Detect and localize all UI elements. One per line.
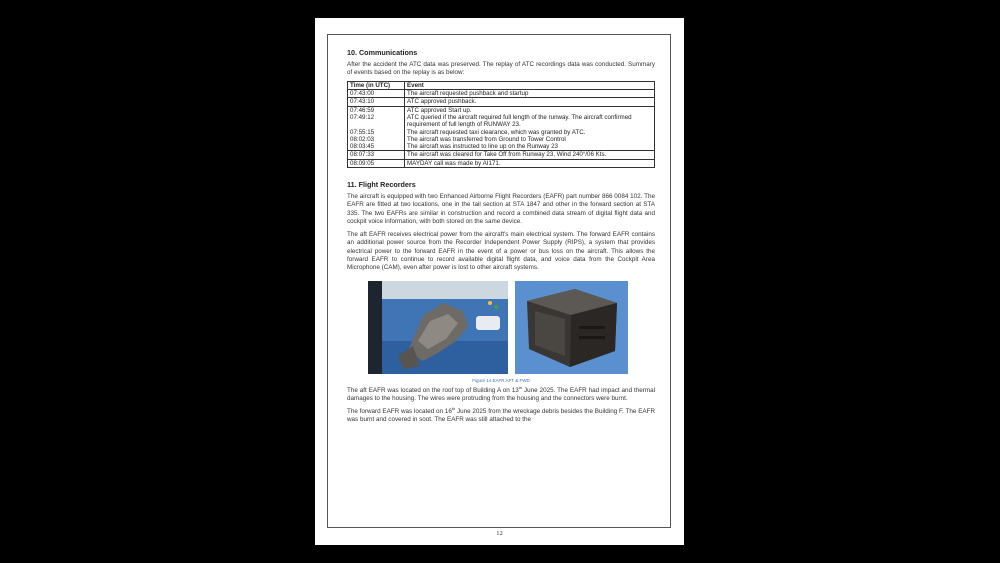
event-cell: The aircraft was cleared for Take Off from Runway 23, Wind 240°/06 Kts. <box>405 151 655 159</box>
eafr-photos <box>347 281 655 375</box>
table-row <box>348 159 655 167</box>
time-cell: 07:46:59 <box>348 106 405 114</box>
time-cell: 08:07:33 <box>348 151 405 159</box>
section-11-para-3 <box>347 384 655 404</box>
para-3-text-b: June 2025. The EAFR had impact and thermal damages to the housing. The wires were protruding from the housing and the connectors were burnt. <box>347 386 655 403</box>
section-10-heading: 10. Communications <box>347 48 418 57</box>
section-11-para-4 <box>347 405 655 425</box>
time-cell: 07:43:10 <box>348 98 405 106</box>
event-cell: ATC approved pushback. <box>405 98 655 106</box>
table-header-time: Time (in UTC) <box>348 81 405 89</box>
event-cell: The aircraft was transferred from Ground to Tower Control <box>405 136 655 143</box>
aft-eafr-photo <box>368 281 508 374</box>
section-10-intro: After the accident the ATC data was preserved. The replay of ATC recordings data was conducted. Summary of events based on the replay is as below: <box>347 61 655 77</box>
time-cell: 07:43:00 <box>348 90 405 98</box>
section-11-para-1: The aircraft is equipped with two Enhanced Airborne Flight Recorders (EAFR) part number 866 0084 102. The EAFR are fitted at two locations, one in the tail section at STA 1847 and other in the forward section at STA 335. The two EAFRs are similar in construction and record a combined data stream of digital flight data and cockpit voice information, with both stored on the same device. <box>347 193 655 226</box>
table-row <box>348 143 655 151</box>
event-cell: ATC queried if the aircraft required full length of the runway. The aircraft confirmed requirement of full length of RUNWAY 23. <box>405 114 655 129</box>
para-3-sup: th <box>518 384 523 390</box>
para-4-sup: th <box>451 405 456 411</box>
time-cell: 07:49:12 <box>348 114 405 129</box>
event-cell: The aircraft requested pushback and startup <box>405 90 655 98</box>
para-3-text-a: The aft EAFR was located on the roof top of Building A on 13 <box>347 386 519 394</box>
time-cell: 08:03:45 <box>348 143 405 151</box>
table-header-event: Event <box>405 81 655 89</box>
event-cell: ATC approved Start up. <box>405 106 655 114</box>
table-row <box>348 151 655 159</box>
figure-caption: Figure 14 EAFR AFT & FWD <box>472 377 530 383</box>
document-page <box>315 18 684 545</box>
fwd-eafr-photo <box>515 281 628 374</box>
event-cell: MAYDAY call was made by AI171. <box>405 159 655 167</box>
table-row <box>348 136 655 143</box>
section-11-heading: 11. Flight Recorders <box>347 180 416 190</box>
table-row <box>348 98 655 106</box>
page-number: 12 <box>496 530 503 537</box>
table-row <box>348 114 655 129</box>
table-row <box>348 90 655 98</box>
event-cell: The aircraft requested taxi clearance, which was granted by ATC. <box>405 129 655 136</box>
event-cell: The aircraft was instructed to line up on the Runway 23 <box>405 143 655 151</box>
time-cell: 08:02:03 <box>348 136 405 143</box>
atc-events-table <box>347 81 655 168</box>
table-row <box>348 129 655 136</box>
para-4-text-b: June 2025 from the wreckage debris besides the Building F. The EAFR was burnt and covered in soot. The EAFR was still attached to the <box>347 407 655 423</box>
section-11-para-2: The aft EAFR receives electrical power from the aircraft's main electrical system. The forward EAFR contains an additional power source from the Recorder Independent Power Supply (RIPS), a system that provides electrical power to the forward EAFR in the event of a power or bus loss on the aircraft. This allows the forward EAFR to continue to record available digital flight data, and voice data from the Cockpit Area Microphone (CAM), even after power is lost to other aircraft systems. <box>347 230 655 272</box>
page-content <box>347 48 655 424</box>
para-4-text-a: The forward EAFR was located on 16 <box>347 407 452 415</box>
time-cell: 07:55:15 <box>348 129 405 136</box>
time-cell: 08:09:05 <box>348 159 405 167</box>
table-row <box>348 106 655 114</box>
